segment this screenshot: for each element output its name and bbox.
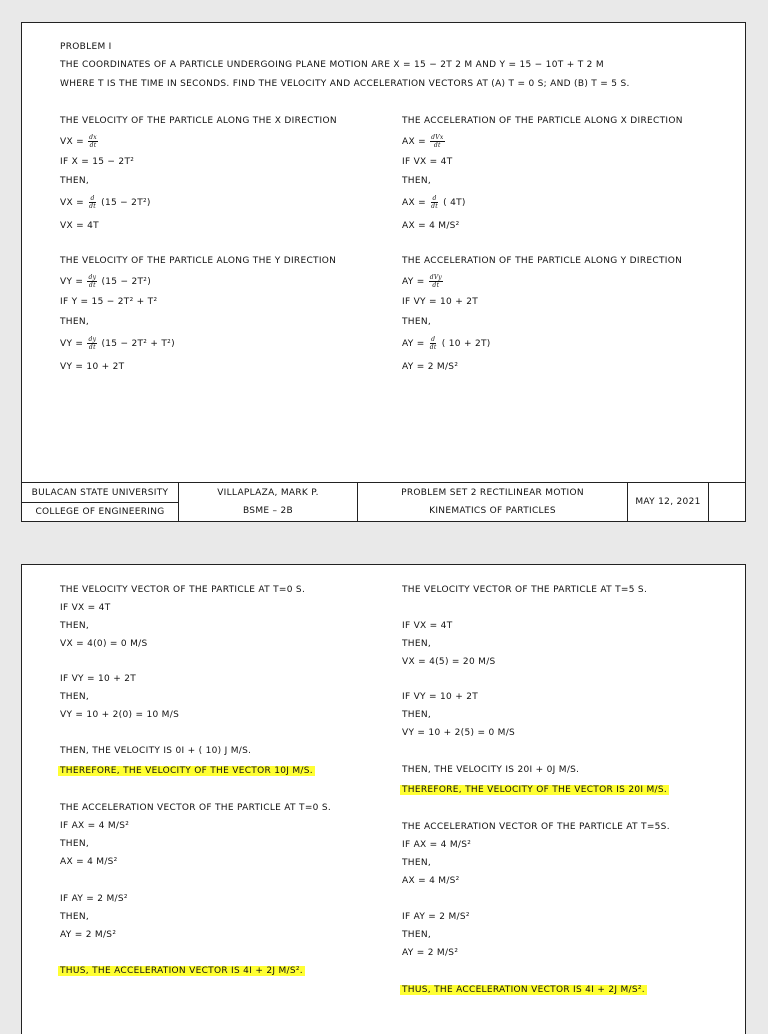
ax-derivative: AX = $\frac{d}{dt}$ ( 4T) bbox=[402, 195, 466, 210]
fraction: $\frac{d}{dt}$ bbox=[89, 195, 96, 210]
ay-derivative: AY = $\frac{d}{dt}$ ( 10 + 2T) bbox=[402, 336, 491, 351]
t0-velocity-conclusion: THEREFORE, THE VELOCITY OF THE VECTOR 10J M/S. bbox=[60, 766, 313, 776]
t0-acceleration-heading: THE ACCELERATION VECTOR OF THE PARTICLE AT T=0 S. bbox=[60, 803, 332, 813]
vy-derivative: VY = $\frac{dy}{dt}$ (15 − 2T² + T²) bbox=[60, 336, 175, 351]
t5-acceleration-conclusion: THUS, THE ACCELERATION VECTOR IS 4I + 2J M/S². bbox=[402, 985, 645, 995]
t5-ay-value: AY = 2 M/S² bbox=[402, 948, 459, 958]
topic-title: KINEMATICS OF PARTICLES bbox=[429, 506, 556, 516]
then-text: THEN, bbox=[60, 839, 90, 849]
problem-statement-line-2: WHERE T IS THE TIME IN SECONDS. FIND THE VELOCITY AND ACCELERATION VECTORS AT (A) T = 0 S; AND (B) T = 5 S. bbox=[60, 79, 630, 89]
t0-ay-if: IF AY = 2 M/S² bbox=[60, 894, 128, 904]
t5-vy-value: VY = 10 + 2(5) = 0 M/S bbox=[402, 728, 516, 738]
vx-derivative: VX = $\frac{d}{dt}$ (15 − 2T²) bbox=[60, 195, 151, 210]
t0-vy-if: IF VY = 10 + 2T bbox=[60, 674, 137, 684]
vy-definition: VY = $\frac{dy}{dt}$ (15 − 2T²) bbox=[60, 274, 152, 289]
document-page-2 bbox=[21, 564, 746, 1034]
problem-title: PROBLEM I bbox=[60, 42, 112, 52]
problem-set-title: PROBLEM SET 2 RECTILINEAR MOTION bbox=[401, 488, 584, 498]
vy-result: VY = 10 + 2T bbox=[60, 362, 125, 372]
ax-if: IF VX = 4T bbox=[402, 157, 453, 167]
then-text: THEN, bbox=[60, 176, 90, 186]
fraction: $\frac{dx}{dt}$ bbox=[89, 134, 97, 149]
t5-velocity-statement: THEN, THE VELOCITY IS 20I + 0J M/S. bbox=[402, 765, 580, 775]
problem-statement-line-1: THE COORDINATES OF A PARTICLE UNDERGOING PLANE MOTION ARE X = 15 − 2T 2 M AND Y = 15 − 10T + T 2 M bbox=[60, 60, 604, 70]
fraction: $\frac{d}{dt}$ bbox=[431, 195, 438, 210]
t0-ay-value: AY = 2 M/S² bbox=[60, 930, 117, 940]
then-text: THEN, bbox=[402, 639, 432, 649]
university-name: BULACAN STATE UNIVERSITY bbox=[22, 484, 178, 503]
title-block bbox=[22, 482, 745, 521]
ax-definition: AX = $\frac{\text{dVx}}{dt}$ bbox=[402, 134, 444, 149]
then-text: THEN, bbox=[402, 858, 432, 868]
t5-vx-if: IF VX = 4T bbox=[402, 621, 453, 631]
vy-heading: THE VELOCITY OF THE PARTICLE ALONG THE Y DIRECTION bbox=[60, 256, 337, 266]
t0-vx-value: VX = 4(0) = 0 M/S bbox=[60, 639, 148, 649]
t5-vx-value: VX = 4(5) = 20 M/S bbox=[402, 657, 496, 667]
then-text: THEN, bbox=[402, 317, 432, 327]
title-block-school bbox=[22, 483, 179, 521]
author-section: BSME – 2B bbox=[242, 506, 293, 516]
t0-acceleration-conclusion: THUS, THE ACCELERATION VECTOR IS 4I + 2J M/S². bbox=[60, 966, 303, 976]
college-name: COLLEGE OF ENGINEERING bbox=[35, 506, 165, 517]
title-block-subject bbox=[358, 483, 628, 521]
then-text: THEN, bbox=[402, 710, 432, 720]
fraction: $\frac{dy}{dt}$ bbox=[88, 274, 97, 289]
ax-heading: THE ACCELERATION OF THE PARTICLE ALONG X DIRECTION bbox=[402, 116, 683, 126]
t0-ax-if: IF AX = 4 M/S² bbox=[60, 821, 130, 831]
document-date: MAY 12, 2021 bbox=[635, 497, 701, 507]
title-block-empty bbox=[709, 483, 745, 521]
then-text: THEN, bbox=[60, 621, 90, 631]
t5-ax-if: IF AX = 4 M/S² bbox=[402, 840, 472, 850]
ay-definition: AY = $\frac{\text{dVy}}{dt}$ bbox=[402, 274, 442, 289]
vy-if: IF Y = 15 − 2T² + T² bbox=[60, 297, 158, 307]
then-text: THEN, bbox=[60, 692, 90, 702]
document-page-1 bbox=[21, 22, 746, 522]
t5-velocity-heading: THE VELOCITY VECTOR OF THE PARTICLE AT T=5 S. bbox=[402, 585, 648, 595]
t5-ay-if: IF AY = 2 M/S² bbox=[402, 912, 470, 922]
fraction: $\frac{d}{dt}$ bbox=[429, 336, 437, 351]
t0-ax-value: AX = 4 M/S² bbox=[60, 857, 118, 867]
author-name: VILLAPLAZA, MARK P. bbox=[217, 488, 319, 498]
fraction: $\frac{\text{dVy}}{dt}$ bbox=[429, 274, 442, 289]
t0-vx-if: IF VX = 4T bbox=[60, 603, 111, 613]
t5-ax-value: AX = 4 M/S² bbox=[402, 876, 460, 886]
title-block-date bbox=[628, 483, 709, 521]
vx-definition: VX = $\frac{dx}{dt}$ bbox=[60, 134, 97, 149]
ay-result: AY = 2 M/S² bbox=[402, 362, 459, 372]
vx-heading: THE VELOCITY OF THE PARTICLE ALONG THE X DIRECTION bbox=[60, 116, 337, 126]
t5-acceleration-heading: THE ACCELERATION VECTOR OF THE PARTICLE AT T=5S. bbox=[402, 822, 670, 832]
t5-vy-if: IF VY = 10 + 2T bbox=[402, 692, 479, 702]
vx-if: IF X = 15 − 2T² bbox=[60, 157, 135, 167]
ay-heading: THE ACCELERATION OF THE PARTICLE ALONG Y DIRECTION bbox=[402, 256, 683, 266]
then-text: THEN, bbox=[60, 912, 90, 922]
t0-velocity-statement: THEN, THE VELOCITY IS 0I + ( 10) J M/S. bbox=[60, 746, 252, 756]
then-text: THEN, bbox=[60, 317, 90, 327]
t5-velocity-conclusion: THEREFORE, THE VELOCITY OF THE VECTOR IS 20I M/S. bbox=[402, 785, 668, 795]
then-text: THEN, bbox=[402, 930, 432, 940]
t0-velocity-heading: THE VELOCITY VECTOR OF THE PARTICLE AT T=0 S. bbox=[60, 585, 306, 595]
title-block-author bbox=[179, 483, 358, 521]
ay-if: IF VY = 10 + 2T bbox=[402, 297, 479, 307]
then-text: THEN, bbox=[402, 176, 432, 186]
fraction: $\frac{dy}{dt}$ bbox=[88, 336, 97, 351]
t0-vy-value: VY = 10 + 2(0) = 10 M/S bbox=[60, 710, 180, 720]
ax-result: AX = 4 M/S² bbox=[402, 221, 460, 231]
vx-result: VX = 4T bbox=[60, 221, 99, 231]
fraction: $\frac{\text{dVx}}{dt}$ bbox=[431, 134, 444, 149]
